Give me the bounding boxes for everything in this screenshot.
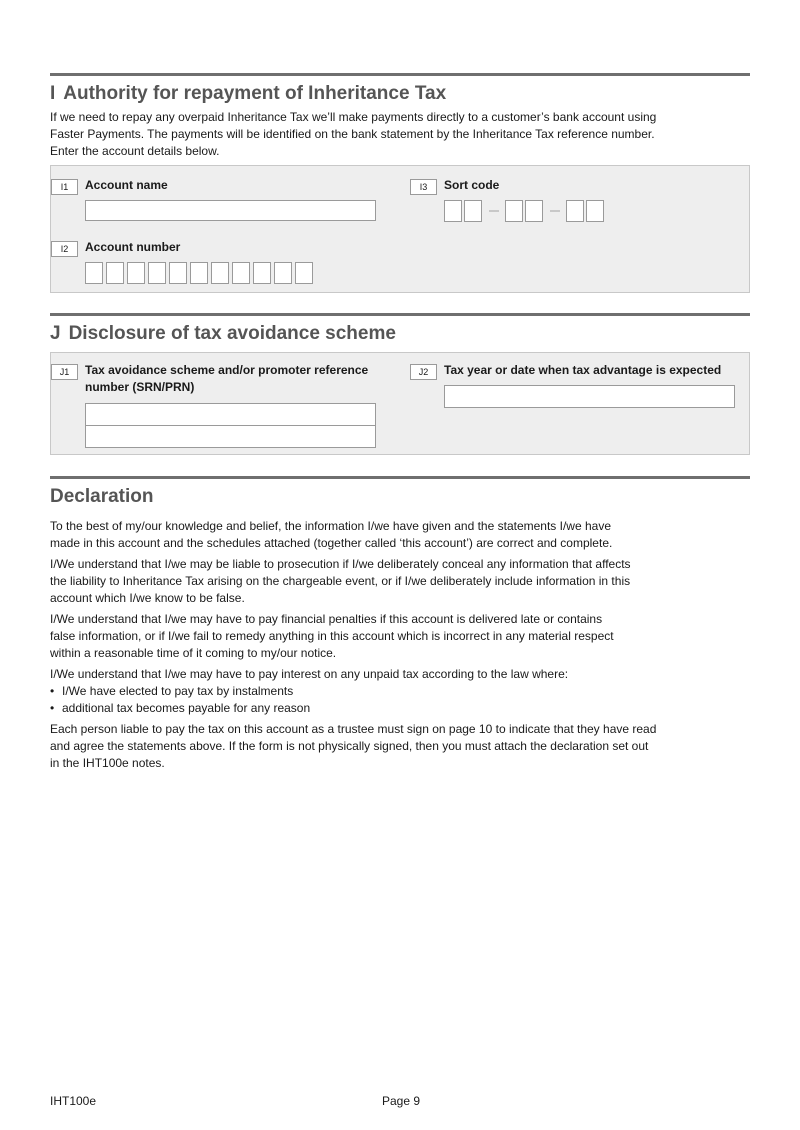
section-i-intro: If we need to repay any overpaid Inheritance Tax we’ll make payments directly to a customer’s bank account using Faster Payments. The payments will be identified on the bank statement by the Inheritance Tax reference number. Enter the account details below. (50, 110, 657, 158)
declaration-text (50, 518, 710, 776)
account-number-digit[interactable] (232, 262, 250, 284)
question-number-j2: J2 (410, 364, 437, 380)
question-number-i1: I1 (51, 179, 78, 195)
sort-code-digit[interactable] (444, 200, 462, 222)
sort-code-digit[interactable] (505, 200, 523, 222)
account-number-digit[interactable] (127, 262, 145, 284)
footer-form-code: IHT100e (50, 1094, 97, 1108)
account-number-field[interactable] (85, 262, 316, 284)
account-number-digit[interactable] (274, 262, 292, 284)
scheme-reference-label: Tax avoidance scheme and/or promoter reference number (SRN/PRN) (85, 363, 369, 394)
account-number-digit[interactable] (106, 262, 124, 284)
question-number-i2: I2 (51, 241, 78, 257)
section-i-title: I Authority for repayment of Inheritance Tax (50, 83, 447, 104)
sort-code-field[interactable] (444, 200, 606, 222)
section-i-rule (50, 73, 750, 76)
sort-code-dash (489, 210, 499, 212)
account-number-digit[interactable] (211, 262, 229, 284)
account-name-label: Account name (85, 178, 168, 192)
declaration-paragraph: I/We understand that I/we may have to pay financial penalties if this account is delivered late or contains false information, or if I/we fail to remedy anything in this account which is incorrect in any material respect within a reasonable time of it coming to my/our notice. (50, 612, 614, 660)
question-number-i3: I3 (410, 179, 437, 195)
declaration-title: Declaration (50, 486, 154, 507)
account-number-digit[interactable] (169, 262, 187, 284)
sort-code-digit[interactable] (586, 200, 604, 222)
tax-year-field[interactable] (444, 385, 735, 408)
sort-code-label: Sort code (444, 178, 500, 192)
account-number-digit[interactable] (148, 262, 166, 284)
sort-code-digit[interactable] (464, 200, 482, 222)
account-name-field[interactable] (85, 200, 376, 221)
bank-details-panel (50, 165, 750, 293)
sort-code-dash (550, 210, 560, 212)
account-number-digit[interactable] (85, 262, 103, 284)
footer-page-number: Page 9 (382, 1094, 421, 1108)
declaration-paragraph: I/We understand that I/we may be liable to prosecution if I/we deliberately conceal any information that affects the liability to Inheritance Tax arising on the chargeable event, or if I/we deliberately include information in this account which I/we know to be false. (50, 557, 631, 605)
sort-code-digit[interactable] (525, 200, 543, 222)
declaration-paragraph: Each person liable to pay the tax on this account as a trustee must sign on page 10 to indicate that they have read and agree the statements above. If the form is not physically signed, then you must attach the declaration set out in the IHT100e notes. (50, 722, 657, 770)
section-j-title: J Disclosure of tax avoidance scheme (50, 323, 396, 344)
account-number-digit[interactable] (295, 262, 313, 284)
declaration-rule (50, 476, 750, 479)
declaration-paragraph: To the best of my/our knowledge and belief, the information I/we have given and the statements I/we have made in this account and the schedules attached (together called ‘this account’) are correct and complete. (50, 519, 613, 550)
account-number-digit[interactable] (190, 262, 208, 284)
scheme-reference-field-line-2[interactable] (85, 425, 376, 448)
declaration-paragraph: I/We understand that I/we may have to pay interest on any unpaid tax according to the law where: (50, 667, 569, 681)
list-item: • additional tax becomes payable for any reason (50, 700, 710, 717)
tax-avoidance-panel (50, 352, 750, 455)
declaration-bullet-list (50, 683, 710, 717)
account-number-label: Account number (85, 240, 181, 254)
sort-code-digit[interactable] (566, 200, 584, 222)
tax-year-label: Tax year or date when tax advantage is expected (444, 363, 722, 377)
list-item: • I/We have elected to pay tax by instalments (50, 683, 710, 700)
section-j-rule (50, 313, 750, 316)
question-number-j1: J1 (51, 364, 78, 380)
account-number-digit[interactable] (253, 262, 271, 284)
scheme-reference-field-line-1[interactable] (85, 403, 376, 426)
